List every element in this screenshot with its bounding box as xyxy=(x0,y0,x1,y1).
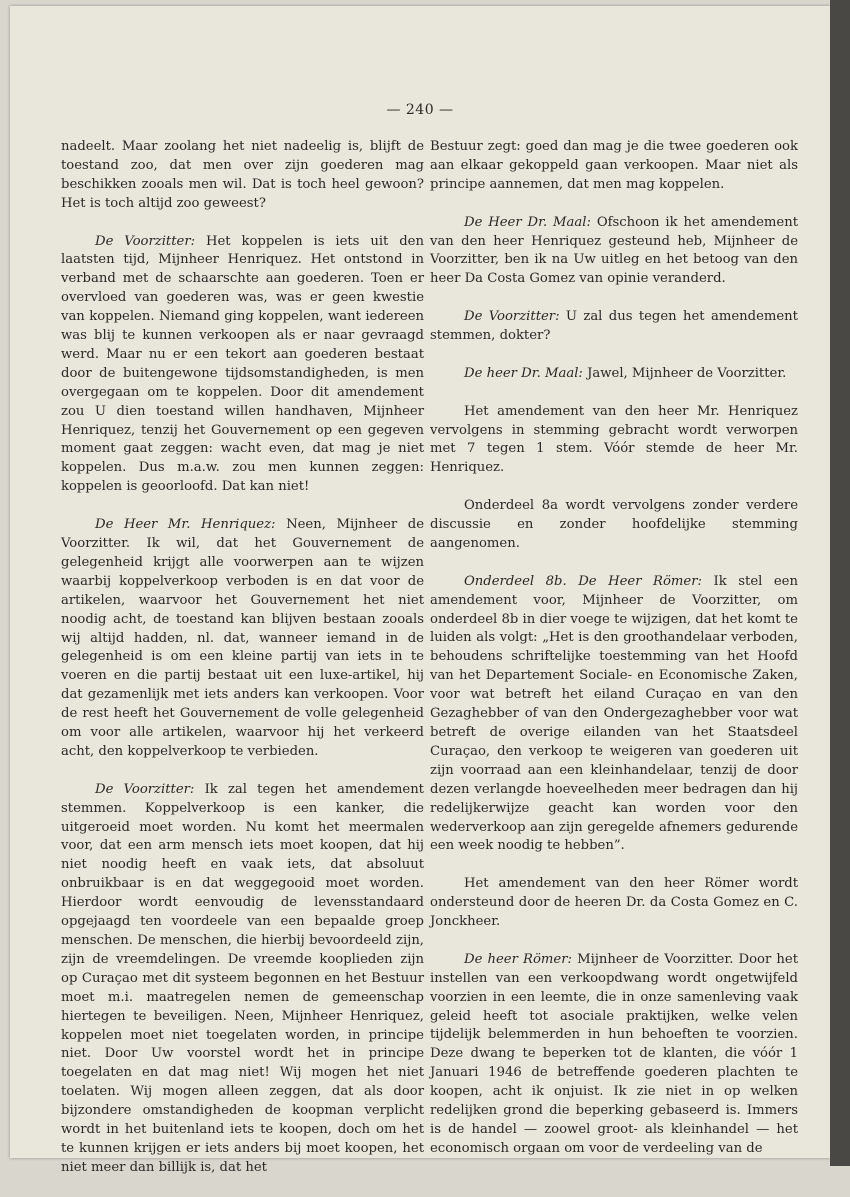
paragraph xyxy=(61,138,424,214)
paragraph xyxy=(430,365,798,384)
document-page xyxy=(10,6,830,1175)
paragraph-text: Het amendement van den heer Mr. Henriquez vervolgens in stemming gebracht wordt verworpen met 7 tegen 1 stem. Vóór stemde de heer Mr. Henriquez. xyxy=(430,403,798,476)
paragraph-text: U zal dus tegen het amendement stemmen, dokter? xyxy=(430,309,798,344)
paragraph-text: nadeelt. Maar zoolang het niet nadeelig is, blijft de toestand zoo, dat men over zijn goederen mag beschikken zooals men wil. Dat is toch heel gewoon? Het is toch altijd zoo geweest? xyxy=(61,139,424,211)
speaker-label: Onderdeel 8b. De Heer Römer: xyxy=(464,573,702,589)
speaker-label: De Heer Dr. Maal: xyxy=(464,214,591,230)
paragraph-text: Ik zal tegen het amendement stemmen. Koppelverkoop is een kanker, die uitgeroeid moet worden. Nu komt het meermalen voor, dat een arm mensch iets moet koopen, dat hij niet noodig heeft en vaak iets, dat absoluut onbruikbaar is en dat weggegooid moet worden. Hierdoor wordt eenvoudig de levensstandaard opgejaagd ten voordeele van een bepaalde groep menschen. De menschen, die hierbij bevoordeeld zijn, zijn de vreemdelingen. De vreemde kooplieden zijn op Curaçao met dit systeem begonnen en het Bestuur moet m.i. maatregelen nemen de gemeenschap hiertegen te beveiligen. Neen, Mijnheer Henriquez, koppelen moet niet toegelaten worden, in principe niet. Door Uw voorstel wordt het in principe toegelaten en dat mag niet! Wij mogen het niet toelaten. Wij mogen alleen zeggen, dat als door bijzondere omstandigheden de koopman verplicht wordt in het buitenland iets te koopen, doch om het te kunnen krijgen er iets anders bij moet koopen, het niet meer dan billijk is, dat het xyxy=(61,781,424,1175)
paragraph xyxy=(430,573,798,857)
paragraph xyxy=(430,497,798,554)
paragraph-text: Neen, Mijnheer de Voorzitter. Ik wil, dat het Gouvernement de gelegenheid krijgt alle voorwerpen aan te wijzen waarbij koppelverkoop verboden is en dat voor de artikelen, waarvoor het Gouvernement het niet noodig acht, de toestand kan blijven bestaan zooals wij altijd hadden, nl. dat, wanneer iemand in de gelegenheid is om een kleine partij van iets in te voeren en die partij bestaat uit een luxe-artikel, hij dat gezamenlijk met iets anders kan verkoopen. Voor de rest heeft het Gouvernement de volle gelegenheid om voor alle artikelen, waarvoor hij het verkeerd acht, den koppelverkoop te verbieden. xyxy=(61,517,424,759)
speaker-label: De Voorzitter: xyxy=(95,233,196,249)
right-column xyxy=(430,138,798,1178)
speaker-label: De Voorzitter: xyxy=(464,309,560,325)
paragraph-text: Ofschoon ik het amendement van den heer Henriquez gesteund heb, Mijnheer de Voorzitter, ben ik na Uw uitleg en het betoog van den heer Da Costa Gomez van opinie veranderd. xyxy=(430,214,798,287)
paragraph-text: Jawel, Mijnheer de Voorzitter. xyxy=(587,365,787,381)
paragraph-text: Bestuur zegt: goed dan mag je die twee goederen ook aan elkaar gekoppeld gaan verkoopen. Maar niet als principe aannemen, dat men mag koppelen. xyxy=(430,139,798,192)
scan-edge xyxy=(830,0,850,1166)
paragraph xyxy=(61,781,424,1178)
paragraph xyxy=(430,308,798,346)
paragraph xyxy=(61,516,424,762)
paragraph xyxy=(430,875,798,932)
speaker-label: De heer Dr. Maal: xyxy=(464,365,583,381)
paragraph xyxy=(430,138,798,195)
paragraph xyxy=(61,233,424,498)
paragraph-text: Het amendement van den heer Römer wordt ondersteund door de heeren Dr. da Costa Gomez en C. Jonckheer. xyxy=(430,876,798,930)
speaker-label: De Heer Mr. Henriquez: xyxy=(95,517,276,533)
speaker-label: De heer Römer: xyxy=(464,951,572,967)
paragraph-text: Mijnheer de Voorzitter. Door het instellen van een verkoopdwang wordt ongetwijfeld voorzien in een leemte, die in onze samenleving vaak geleid heeft tot asociale praktijken, welke velen tijdelijk belemmerden in hun behoeften te voorzien. Deze dwang te beperken tot de klanten, die vóór 1 Januari 1946 de betreffende goederen plachten te koopen, acht ik onjuist. Ik zie niet in op welken redelijken grond die beperking gebaseerd is. Immers is de handel — zoowel groot- als kleinhandel — het economisch orgaan om voor de verdeeling van de xyxy=(430,951,799,1156)
paragraph-text: Ik stel een amendement voor, Mijnheer de Voorzitter, om onderdeel 8b in dier voege te wijzigen, dat het komt te luiden als volgt: „Het is den groothandelaar verboden, behoudens schriftelijke toestemming van het Hoofd van het Departement Sociale- en Economische Zaken, voor wat betreft het eiland Curaçao en van den Gezaghebber of van den Ondergezaghebber voor wat betreft de overige eilanden van het Staatsdeel Curaçao, den verkoop te weigeren van goederen uit zijn voorraad aan een kleinhandelaar, tenzij de door dezen verlangde hoeveelheden meer bedragen dan hij redelijkerwijze geacht kan worden voor den wederverkoop aan zijn geregelde afnemers gedurende een week noodig te hebben”. xyxy=(430,573,798,854)
paragraph xyxy=(430,403,798,479)
left-column xyxy=(61,138,424,1197)
paragraph xyxy=(430,214,798,290)
paragraph-text: Onderdeel 8a wordt vervolgens zonder verdere discussie en zonder hoofdelijke stemming aangenomen. xyxy=(430,498,798,551)
paragraph xyxy=(430,951,798,1159)
page-number: — 240 — xyxy=(386,102,454,118)
speaker-label: De Voorzitter: xyxy=(95,781,195,797)
paragraph-text: Het koppelen is iets uit den laatsten tijd, Mijnheer Henriquez. Het ontstond in verband met de schaarschte aan goederen. Toen er overvloed van goederen was, was er geen kwestie van koppelen. Niemand ging koppelen, want iedereen was blij te kunnen verkoopen als er naar gevraagd werd. Maar nu er een tekort aan goederen bestaat door de buitengewone tijdsomstandigheden, is men overgegaan om te koppelen. Door dit amendement zou U dien toestand willen handhaven, Mijnheer Henriquez, tenzij het Gouvernement op een gegeven moment gaat zeggen: wacht even, dat mag je niet koppelen. Dus m.a.w. zou men kunnen zeggen: koppelen is geoorloofd. Dat kan niet! xyxy=(61,233,424,495)
